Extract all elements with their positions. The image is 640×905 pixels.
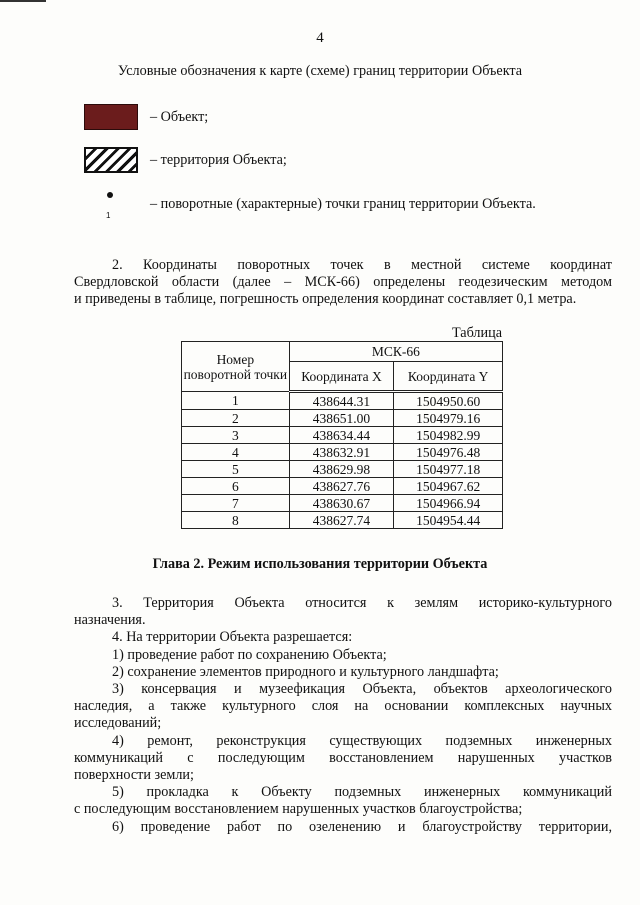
point-marker-number: 1 [106,211,111,220]
page-number: 4 [316,30,324,46]
turning-point-symbol-icon [84,191,138,220]
coordinates-table [181,341,503,529]
header-coordinate-x: Координата X [289,362,394,392]
cell-coordinate-x: 438651.00 [289,410,394,427]
cell-point-number: 5 [182,461,290,478]
object-fill-symbol-icon [84,104,138,130]
cell-coordinate-x: 438634.44 [289,427,394,444]
paragraph-line: наследия, а также культурного слоя на основании комплексных научных [74,698,612,715]
cell-point-number: 8 [182,512,290,529]
paragraph-coordinates [74,257,612,308]
paragraph-line: 3. Территория Объекта относится к землям историко-культурного [112,595,612,611]
cell-coordinate-y: 1504954.44 [394,512,503,529]
header-point-number: Номер поворотной точки [182,342,290,392]
paragraph-line: 4) ремонт, реконструкция существующих подземных инженерных [112,732,612,749]
legend-item-object [84,104,604,134]
paragraph-line: и приведены в таблице, погрешность определения координат составляет 0,1 метра. [74,291,577,307]
table-row [182,512,503,529]
paragraph-line: 2) сохранение элементов природного и культурного ландшафта; [112,663,499,680]
paragraph-line: 4. На территории Объекта разрешается: [112,629,353,646]
scan-edge-mark [0,0,46,2]
cell-point-number: 4 [182,444,290,461]
cell-coordinate-y: 1504966.94 [394,495,503,512]
paragraph-line: 1) проведение работ по сохранению Объекта; [112,646,387,663]
cell-coordinate-y: 1504967.62 [394,478,503,495]
legend-title: Условные обозначения к карте (схеме) границ территории Объекта [117,63,523,79]
paragraph-line: 2. Координаты поворотных точек в местной системе координат [112,257,612,273]
body-text [74,595,612,836]
legend-item-territory [84,147,604,177]
cell-coordinate-x: 438632.91 [289,444,394,461]
legend-label: – территория Объекта; [150,152,287,168]
legend-label: – поворотные (характерные) точки границ территории Объекта. [150,196,536,212]
cell-coordinate-y: 1504950.60 [394,392,503,410]
cell-point-number: 6 [182,478,290,495]
paragraph-line: поверхности земли; [74,767,194,784]
paragraph-line: с последующим восстановлением нарушенных участков благоустройства; [74,801,523,818]
table-row [182,444,503,461]
paragraph-line: 6) проведение работ по озеленению и благоустройству территории, [112,818,612,835]
paragraph-line: назначения. [74,612,146,629]
cell-coordinate-y: 1504977.18 [394,461,503,478]
table-row [182,392,503,410]
table-row [182,427,503,444]
header-coordinate-system: МСК-66 [289,342,502,362]
legend-label: – Объект; [150,109,209,125]
chapter-title: Глава 2. Режим использования территории Объекта [152,556,488,572]
cell-coordinate-x: 438644.31 [289,392,394,410]
header-coordinate-y: Координата Y [394,362,503,392]
cell-coordinate-x: 438627.76 [289,478,394,495]
cell-coordinate-y: 1504982.99 [394,427,503,444]
hatch-pattern-symbol-icon [84,147,138,173]
cell-point-number: 7 [182,495,290,512]
table-caption: Таблица [451,325,502,341]
paragraph-line: исследований; [74,715,162,732]
table-body [182,392,503,529]
cell-point-number: 2 [182,410,290,427]
table-row [182,478,503,495]
cell-point-number: 3 [182,427,290,444]
cell-coordinate-x: 438630.67 [289,495,394,512]
paragraph-line: 3) консервация и музеефикация Объекта, объектов археологического [112,681,612,698]
paragraph-line: Свердловской области (далее – МСК-66) определены геодезическим методом [74,274,612,290]
table-row [182,461,503,478]
table-row [182,495,503,512]
legend-item-points [84,191,604,221]
table-row [182,410,503,427]
cell-coordinate-y: 1504979.16 [394,410,503,427]
paragraph-line: 5) прокладка к Объекту подземных инженерных коммуникаций [112,784,612,801]
paragraph-line: коммуникаций с последующим восстановлением нарушенных участков [74,749,612,766]
cell-coordinate-y: 1504976.48 [394,444,503,461]
point-dot-icon [107,192,113,198]
cell-coordinate-x: 438627.74 [289,512,394,529]
cell-point-number: 1 [182,392,290,410]
cell-coordinate-x: 438629.98 [289,461,394,478]
